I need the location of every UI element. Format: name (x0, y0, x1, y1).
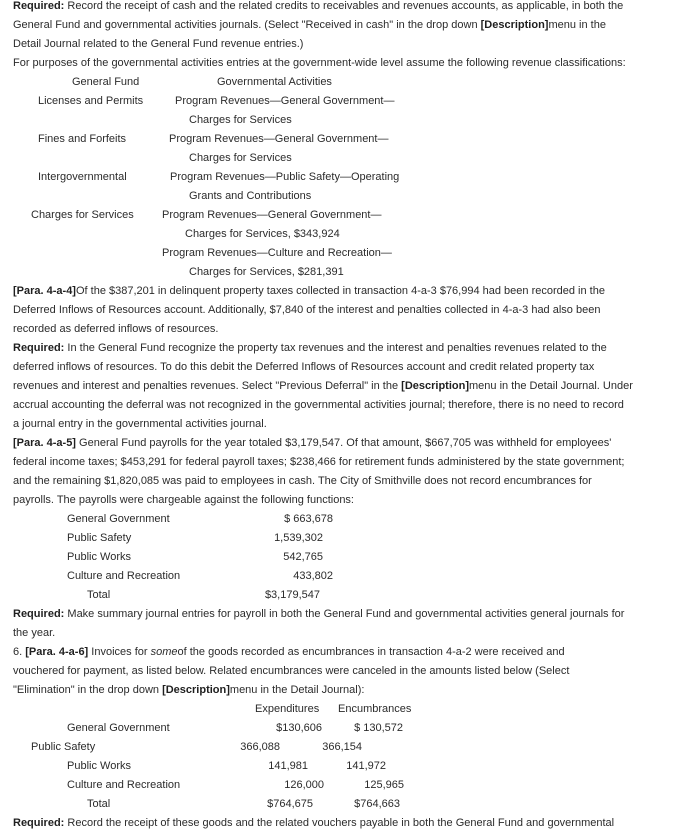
revclass-ga-3-cont: Grants and Contributions (189, 190, 312, 202)
item-6-line-1: 6. [Para. 4-a-6] Invoices for someof the goods recorded as encumbrances in transaction 4-a-2 were received and (13, 646, 565, 658)
para-4a5-line-3: and the remaining $1,820,085 was paid to employees in cash. The City of Smithville does not record encumbrances for (13, 475, 592, 487)
para-4a5-line-2: federal income taxes; $453,291 for federal payroll taxes; $238,466 for retirement funds administered by the state government; (13, 456, 625, 468)
revclass-ga-1: Program Revenues—General Government— (175, 95, 395, 107)
revclass-gf-licenses: Licenses and Permits (38, 95, 144, 107)
invoice-exp-public-safety: 366,088 (240, 741, 280, 753)
para-4a4-line-1: [Para. 4-a-4]Of the $387,201 in delinquent property taxes collected in transaction 4-a-3 $76,994 had been recorded in the (13, 285, 605, 297)
required-2-line-4: accrual accounting the deferral was not recognized in the governmental activities journal; therefore, there is no need to record (13, 399, 624, 411)
invoice-total-label: Total (87, 798, 111, 810)
para-4a5-line-1: [Para. 4-a-5] General Fund payrolls for the year totaled $3,179,547. Of that amount, $667,705 was withheld for employees' (13, 437, 612, 449)
required-2-line-2: deferred inflows of resources. To do this debit the Deferred Inflows of Resources account and credit related property tax (13, 361, 595, 373)
payroll-name-general-government: General Government (67, 513, 170, 525)
item-6-line-3: "Elimination" in the drop down [Description]menu in the Detail Journal): (13, 684, 365, 696)
invoice-header-encumbrances: Encumbrances (338, 703, 412, 715)
required-3-line-2: the year. (13, 627, 56, 639)
revclass-ga-4: Program Revenues—General Government— (162, 209, 382, 221)
payroll-value-general-government: $ 663,678 (284, 513, 333, 525)
para-4a4-line-2: Deferred Inflows of Resources account. Additionally, $7,840 of the interest and penalties collected in 4-a-3 had also been (13, 304, 601, 316)
revclass-gf-fines: Fines and Forfeits (38, 133, 127, 145)
payroll-value-public-safety: 1,539,302 (274, 532, 323, 544)
payroll-value-culture-recreation: 433,802 (293, 570, 333, 582)
invoice-name-culture-recreation: Culture and Recreation (67, 779, 181, 791)
invoice-total-exp: $764,675 (267, 798, 313, 810)
invoice-name-public-safety: Public Safety (31, 741, 96, 753)
invoice-exp-general-government: $130,606 (276, 722, 322, 734)
payroll-name-culture-recreation: Culture and Recreation (67, 570, 181, 582)
revclass-ga-4-cont: Charges for Services, $343,924 (185, 228, 340, 240)
required-3-line-1: Required: Make summary journal entries for payroll in both the General Fund and governmental activities general journals for (13, 608, 625, 620)
para-4a5-line-4: payrolls. The payrolls were chargeable against the following functions: (13, 494, 354, 506)
revclass-gf-charges: Charges for Services (31, 209, 134, 221)
item-6-line-2: vouchered for payment, as listed below. Related encumbrances were canceled in the amounts listed below (Select (13, 665, 570, 677)
para-4a4-line-3: recorded as deferred inflows of resources. (13, 323, 219, 335)
payroll-value-public-works: 542,765 (283, 551, 323, 563)
required-1-line-2: General Fund and governmental activities journals. (Select "Received in cash" in the drop down [Description]menu in the (13, 19, 606, 31)
revclass-ga-2: Program Revenues—General Government— (169, 133, 389, 145)
payroll-name-public-safety: Public Safety (67, 532, 132, 544)
required-2-line-1: Required: In the General Fund recognize the property tax revenues and the interest and penalties revenues related to the (13, 342, 607, 354)
invoice-enc-public-works: 141,972 (346, 760, 386, 772)
payroll-total-label: Total (87, 589, 111, 601)
invoice-enc-public-safety: 366,154 (322, 741, 362, 753)
invoice-enc-culture-recreation: 125,965 (364, 779, 404, 791)
required-2-line-3: revenues and interest and penalties revenues. Select "Previous Deferral" in the [Description]menu in the Detail Journal. Under (13, 380, 633, 392)
invoice-total-enc: $764,663 (354, 798, 400, 810)
required-4-line-1: Required: Record the receipt of these goods and the related vouchers payable in both the General Fund and governmental (13, 817, 615, 829)
revclass-ga-5: Program Revenues—Culture and Recreation— (162, 247, 392, 259)
invoice-name-general-government: General Government (67, 722, 170, 734)
purposes-text: For purposes of the governmental activities entries at the government-wide level assume the following revenue classifications: (13, 57, 626, 69)
header-governmental-activities: Governmental Activities (217, 76, 332, 88)
required-2-line-5: a journal entry in the governmental activities journal. (13, 418, 267, 430)
invoice-exp-public-works: 141,981 (268, 760, 308, 772)
required-label: Required: (13, 0, 65, 12)
invoice-name-public-works: Public Works (67, 760, 131, 772)
invoice-enc-general-government: $ 130,572 (354, 722, 403, 734)
revclass-ga-1-cont: Charges for Services (189, 114, 292, 126)
invoice-header-expenditures: Expenditures (255, 703, 320, 715)
payroll-name-public-works: Public Works (67, 551, 131, 563)
revclass-ga-2-cont: Charges for Services (189, 152, 292, 164)
required-1-line-3: Detail Journal related to the General Fund revenue entries.) (13, 38, 304, 50)
revclass-ga-5-cont: Charges for Services, $281,391 (189, 266, 344, 278)
invoice-exp-culture-recreation: 126,000 (284, 779, 324, 791)
revclass-gf-intergovernmental: Intergovernmental (38, 171, 127, 183)
payroll-total-value: $3,179,547 (264, 589, 320, 601)
header-general-fund: General Fund (72, 76, 140, 88)
required-1-line-1: Required: Record the receipt of cash and the related credits to receivables and revenues accounts, as applicable, in both the (13, 0, 624, 12)
revclass-ga-3: Program Revenues—Public Safety—Operating (170, 171, 400, 183)
